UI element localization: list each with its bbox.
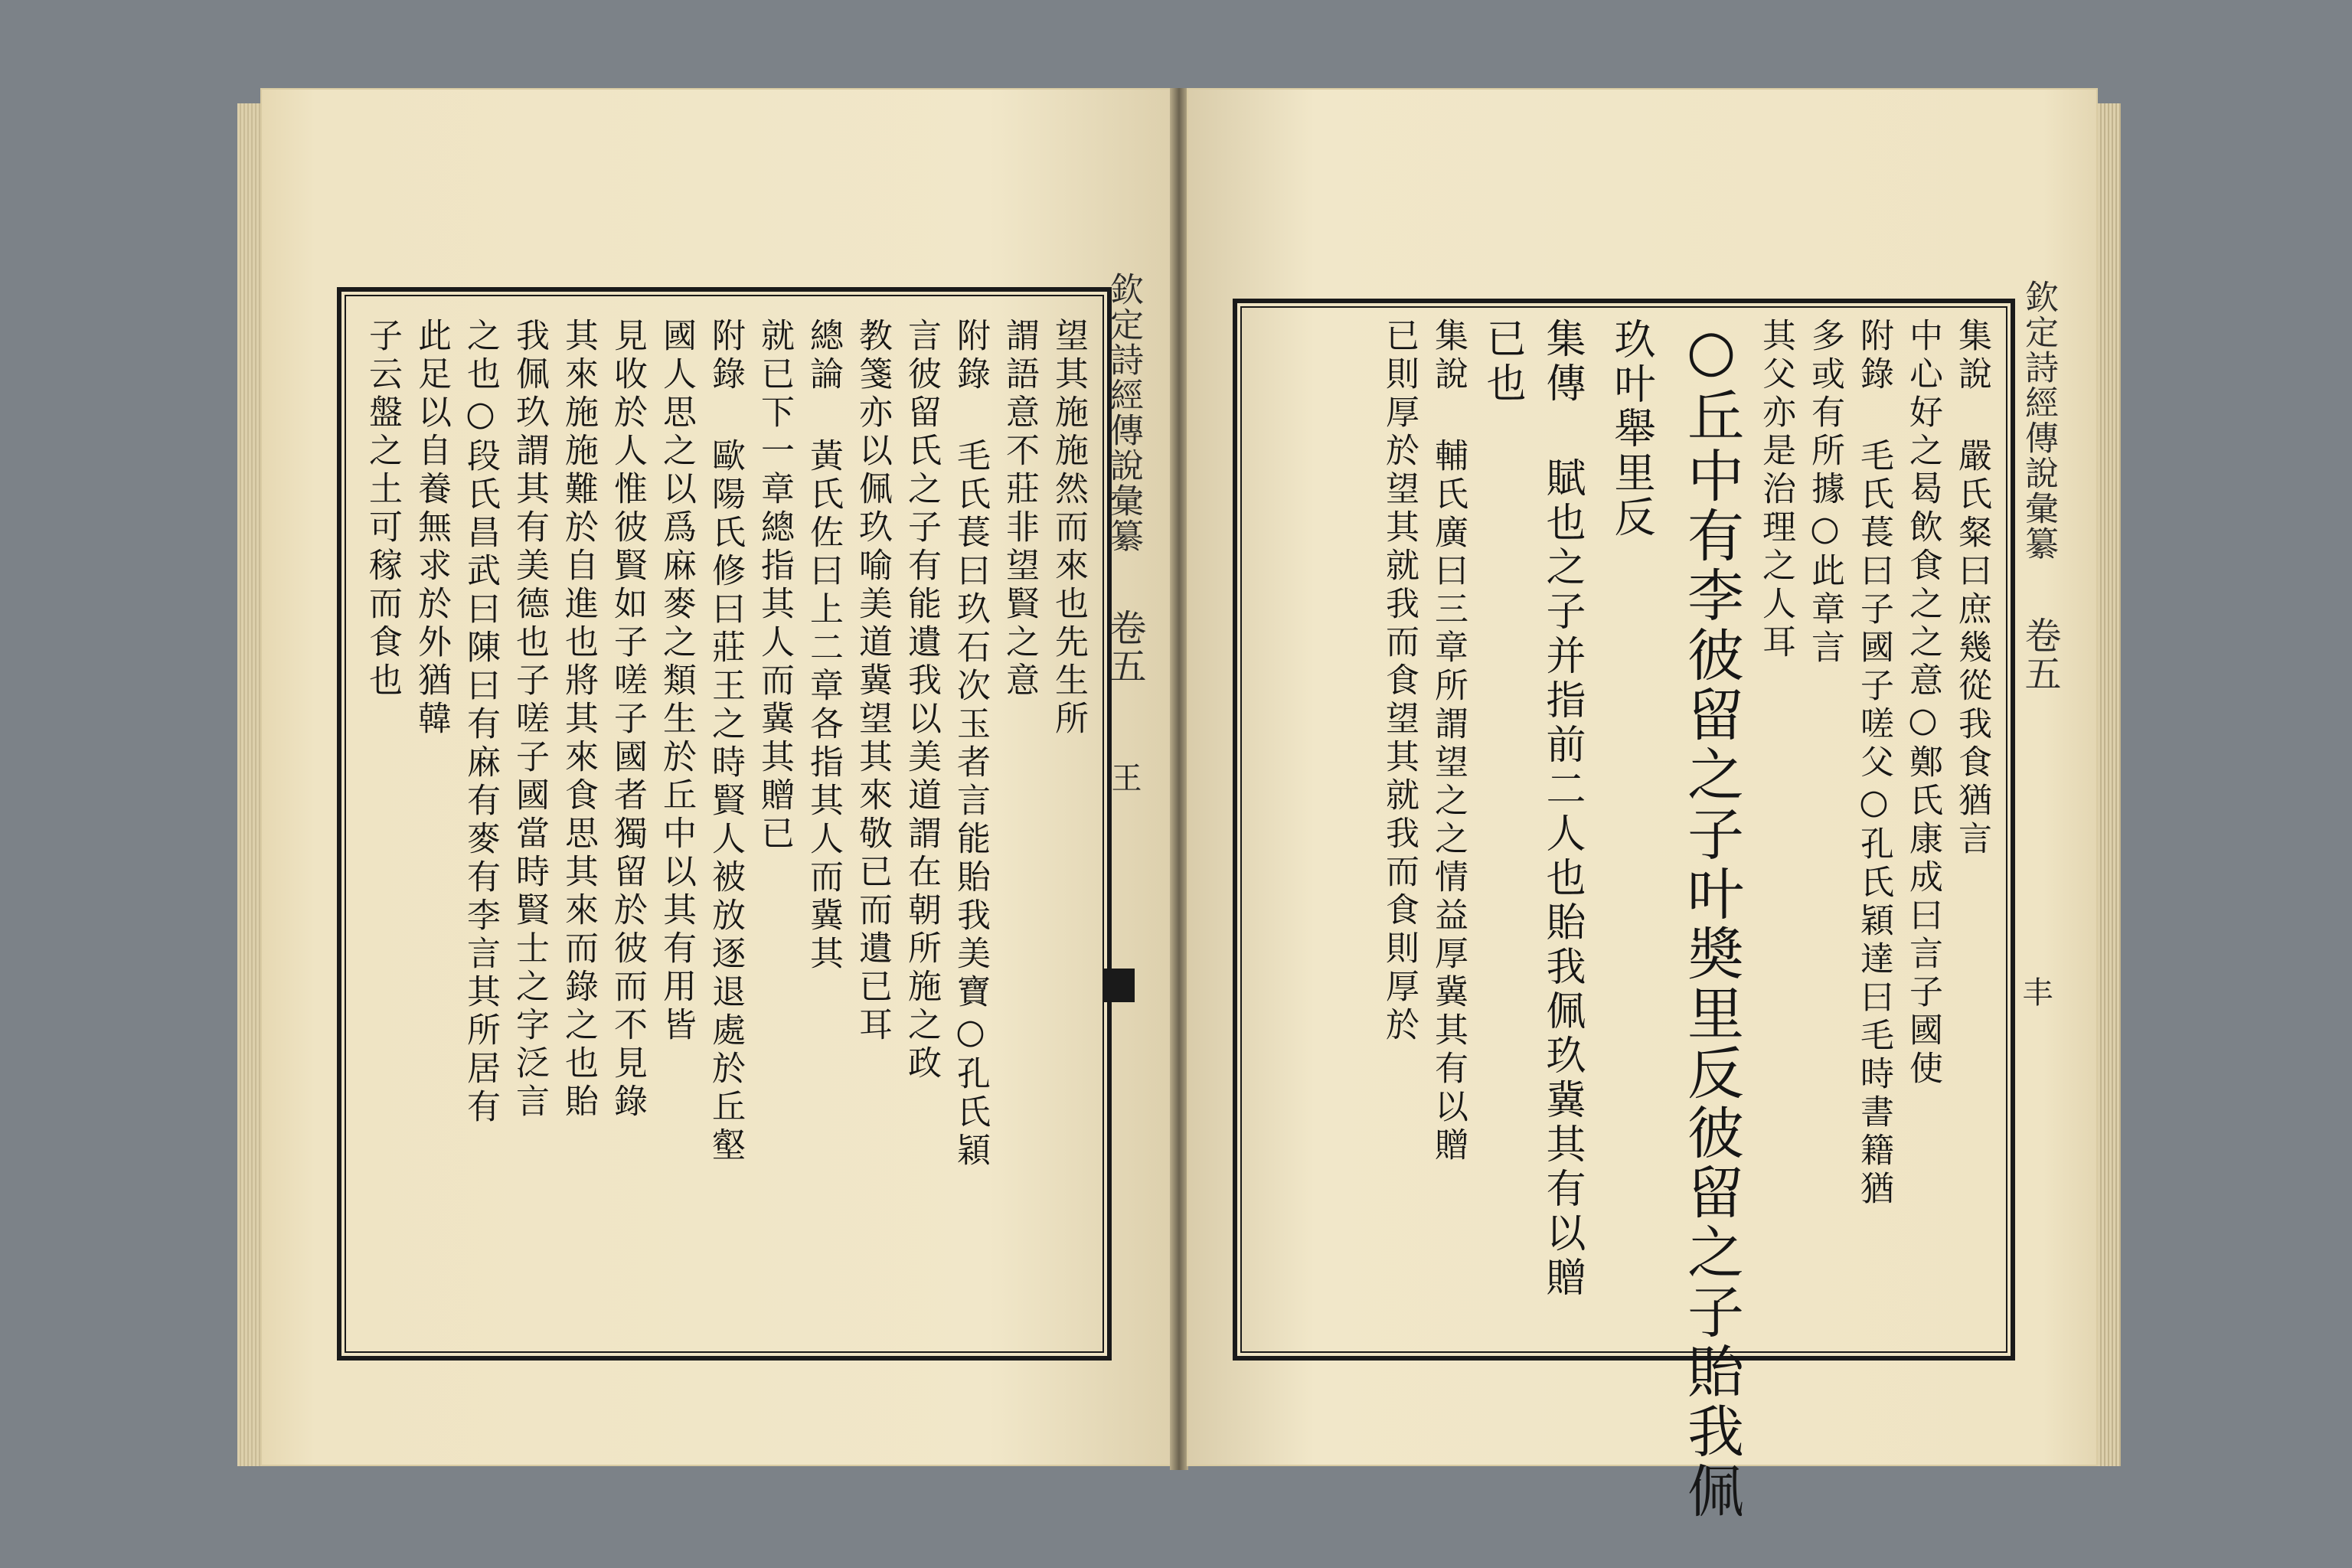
right-margin-title: 欽定詩經傳說彙纂 [2019, 279, 2058, 561]
main-text-column: ○丘中有李彼留之子叶奬里反彼留之子貽我佩 [1678, 318, 1744, 1521]
commentary-column: 集傳 賦也之子并指前二人也貽我佩玖冀其有以贈 [1539, 318, 1585, 1301]
left-sheet-number: 王 [1106, 762, 1142, 792]
text-column: 其父亦是治理之人耳 [1756, 318, 1795, 662]
book-gutter [1170, 88, 1188, 1470]
text-column: 此足以自養無求於外猶韓 [412, 318, 451, 739]
text-column: 中心好之曷飲食之之意○鄭氏康成曰言子國使 [1903, 318, 1942, 1089]
text-column: 見收於人惟彼賢如子嗟子國者獨留於彼而不見錄 [608, 318, 647, 1122]
left-page [260, 88, 1171, 1466]
text-column: 教箋亦以佩玖喻美道冀望其來敬已而遺已耳 [853, 318, 892, 1045]
text-column: 謂語意不莊非望賢之意 [1000, 318, 1039, 701]
text-column: 附錄 毛氏萇曰子國子嗟父○孔氏穎達曰毛時書籍猶 [1854, 318, 1893, 1209]
right-sheet-number: 丰 [2017, 976, 2053, 1007]
commentary-column: 已則厚於望其就我而食望其就我而食則厚於 [1380, 318, 1419, 1045]
text-column: 總論 黃氏佐曰上二章各指其人而冀其 [804, 318, 843, 974]
text-column: 望其施施然而來也先生所 [1049, 318, 1088, 739]
text-column: 言彼留氏之子有能遺我以美道謂在朝所施之政 [902, 318, 941, 1083]
left-margin-title: 欽定詩經傳說彙纂 [1104, 272, 1143, 554]
left-text-block [360, 318, 1087, 1328]
text-column: 附錄 毛氏萇曰玖石次玉者言能貽我美寶○孔氏穎 [951, 318, 990, 1171]
text-column: 之也○段氏昌武曰陳曰有麻有麥有李言其所居有 [461, 318, 500, 1127]
commentary-column: 已也 [1479, 318, 1525, 407]
text-column: 國人思之以爲麻麥之類生於丘中以其有用皆 [657, 318, 696, 1045]
text-column: 集說 嚴氏粲曰庶幾從我食猶言 [1952, 318, 1991, 859]
text-column: 就已下一章總指其人而冀其贈已 [755, 318, 794, 854]
text-column: 其來施施難於自進也將其來食思其來而錄之也貽 [559, 318, 598, 1122]
text-column: 多或有所據○此章言 [1805, 318, 1844, 668]
text-column: 我佩玖謂其有美德也子嗟子國當時賢士之字泛言 [510, 318, 549, 1122]
left-volume-label: 卷五 [1103, 609, 1146, 685]
text-column: 子云盤之土可稼而食也 [363, 318, 402, 701]
right-page [1187, 88, 2098, 1521]
open-book [260, 88, 2098, 1521]
main-text-column: 玖叶舉里反 [1608, 318, 1656, 540]
fold-mark-left [1102, 969, 1135, 1002]
right-volume-label: 卷五 [2018, 616, 2061, 693]
commentary-column: 集說 輔氏廣曰三章所謂望之之情益厚冀其有以贈 [1429, 318, 1468, 1165]
right-text-block [1256, 318, 1991, 1521]
text-column: 附錄 歐陽氏修曰莊王之時賢人被放逐退處於丘壑 [706, 318, 745, 1165]
